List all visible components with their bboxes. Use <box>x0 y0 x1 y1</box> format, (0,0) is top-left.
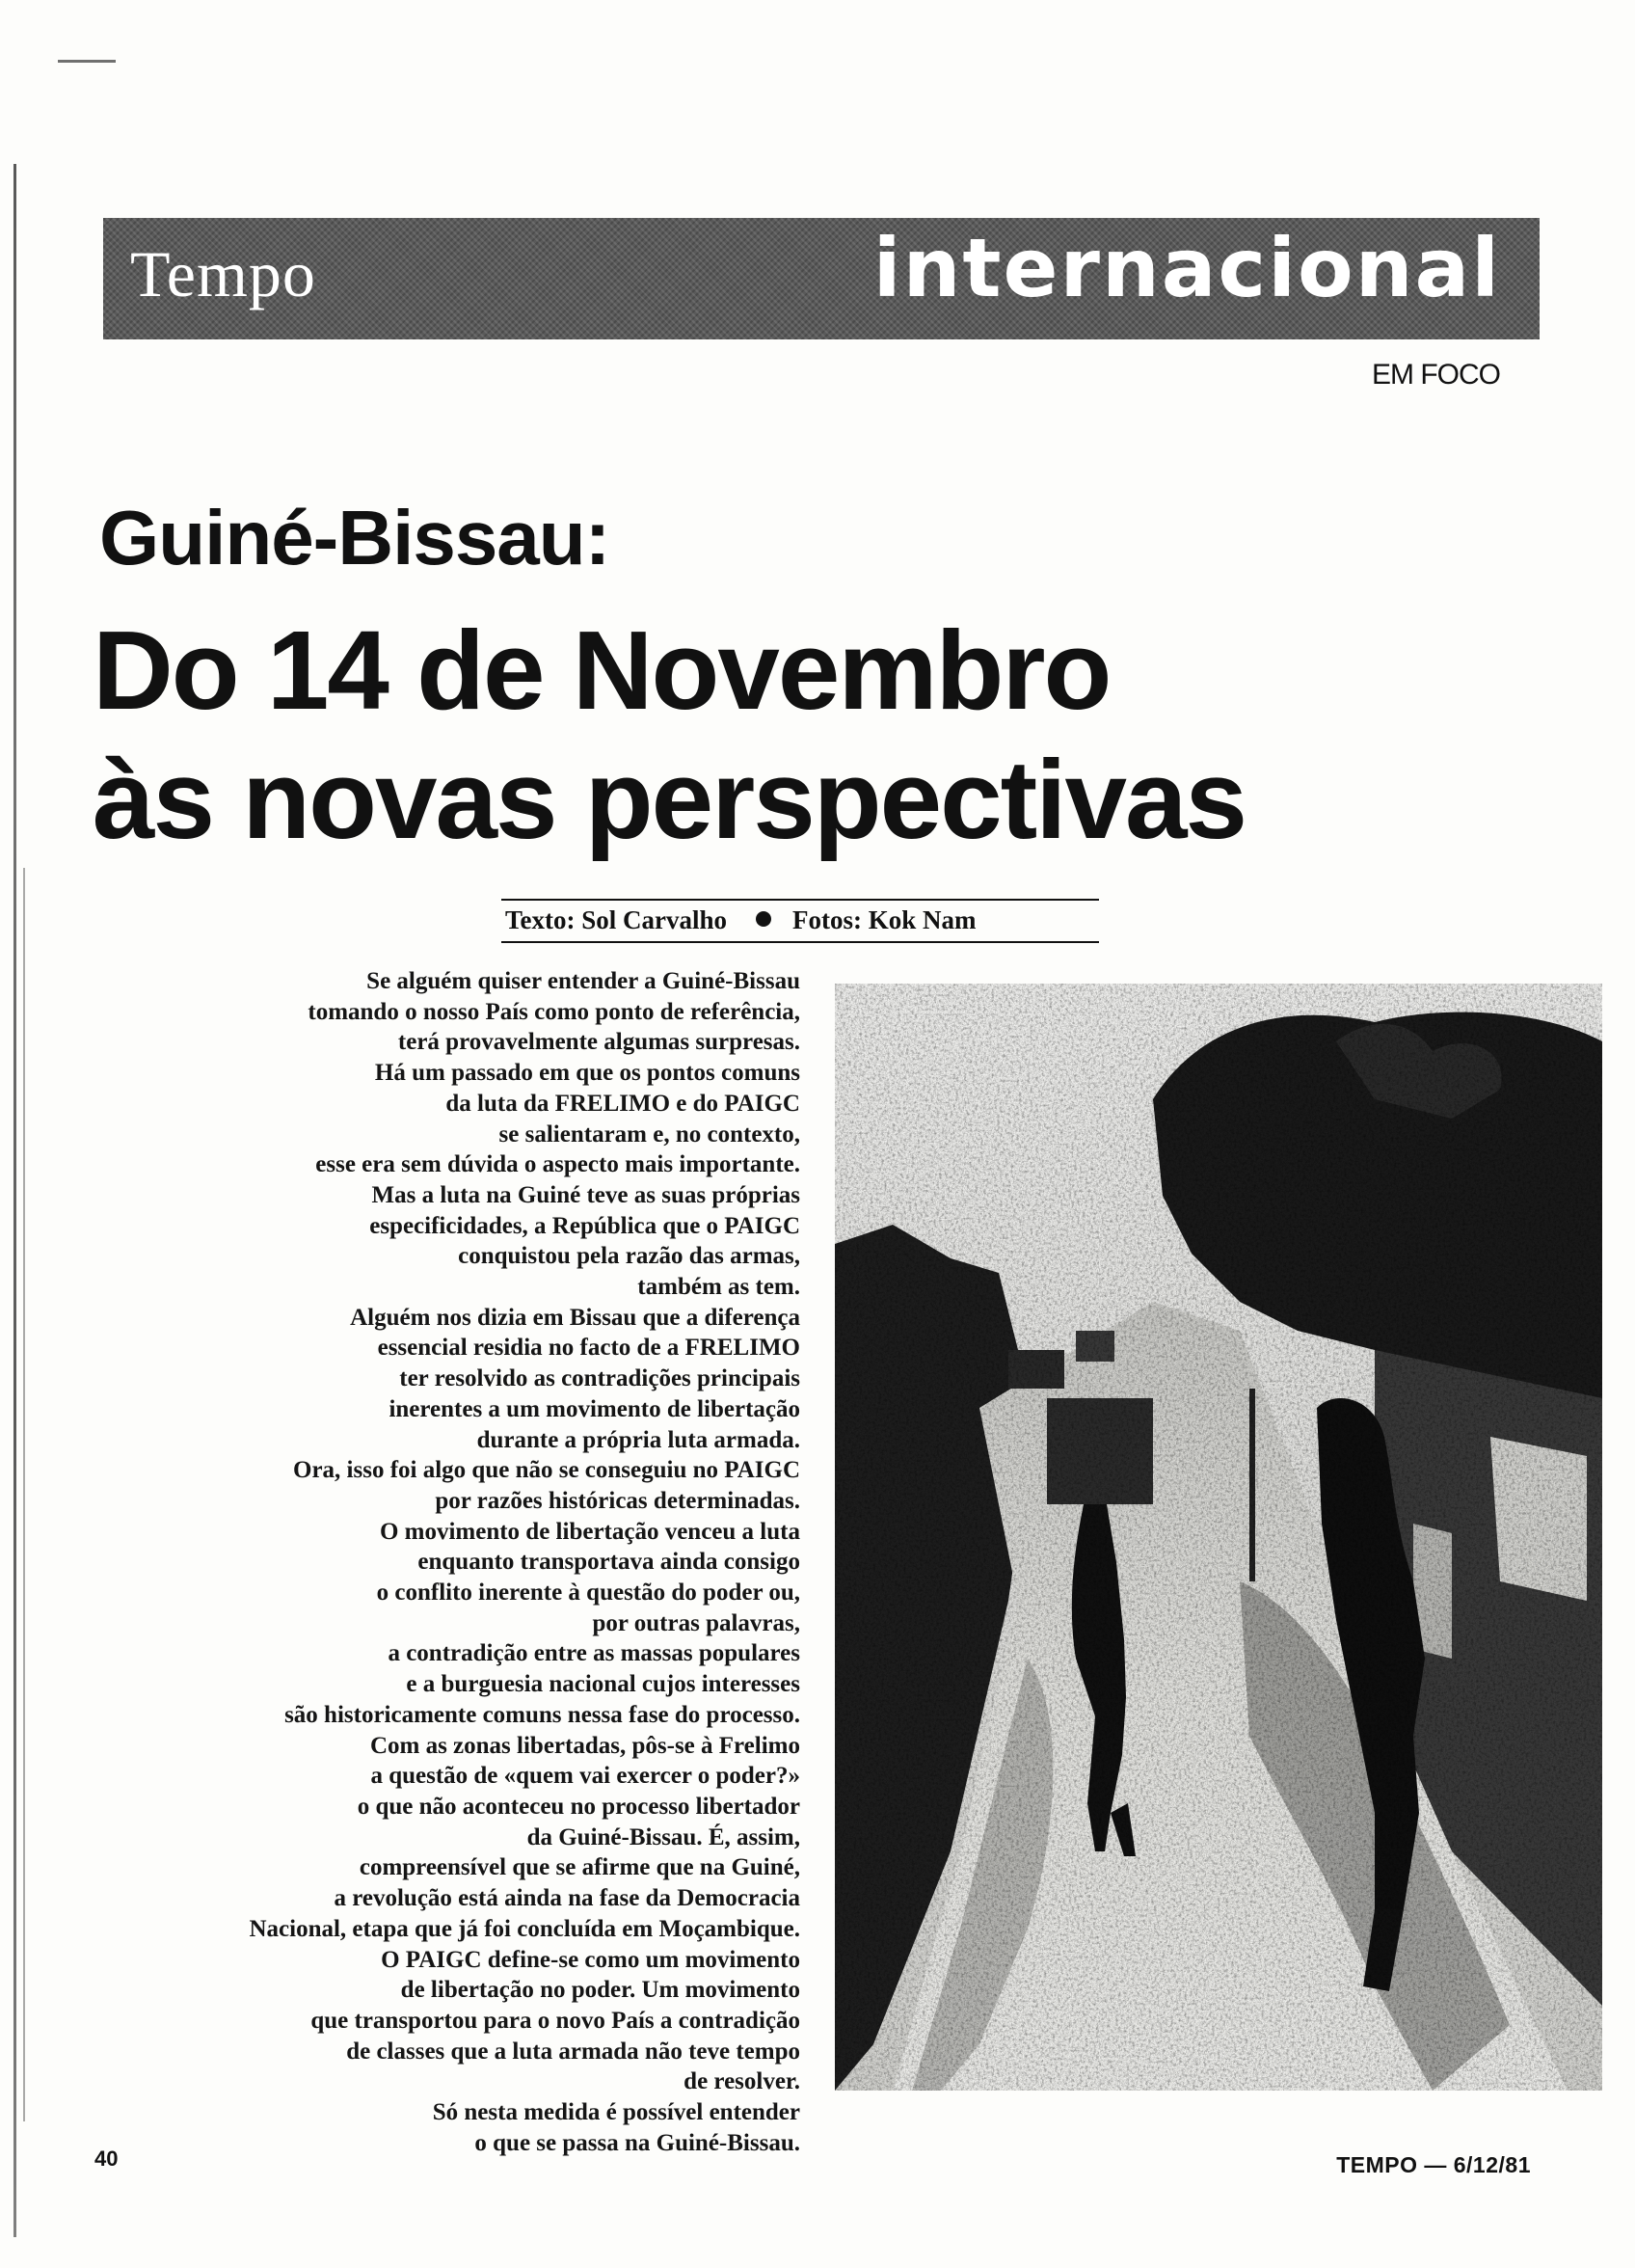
byline <box>505 904 1095 935</box>
magazine-brand: Tempo <box>130 237 316 310</box>
body-line: Só nesta medida é possível entender <box>432 2099 800 2126</box>
page-number: 40 <box>94 2146 119 2171</box>
subsection-label: EM FOCO <box>1372 359 1500 391</box>
body-line: enquanto transportava ainda consigo <box>417 1549 800 1576</box>
body-line: ter resolvido as contradições principais <box>399 1365 800 1392</box>
body-line: a questão de «quem vai exercer o poder?» <box>370 1763 800 1790</box>
body-line: de libertação no poder. Um movimento <box>400 1977 800 2004</box>
article-kicker: Guiné-Bissau: <box>99 495 610 580</box>
body-line: por outras palavras, <box>592 1609 800 1636</box>
body-line: terá provavelmente algumas surpresas. <box>397 1029 800 1056</box>
body-line: Mas a luta na Guiné teve as suas próprias <box>371 1181 800 1208</box>
headline-line: Do 14 de Novembro <box>93 608 1111 733</box>
body-line: de classes que a luta armada não teve tempo <box>346 2038 800 2065</box>
body-line: Nacional, etapa que já foi concluída em Moçambique. <box>249 1915 800 1942</box>
body-line: especificidades, a República que o PAIGC <box>369 1212 800 1239</box>
body-line: Se alguém quiser entender a Guiné-Bissau <box>366 968 800 994</box>
body-line: se salientaram e, no contexto, <box>498 1120 800 1148</box>
byline-rule-top <box>501 899 1099 901</box>
body-line: também as tem. <box>637 1274 800 1301</box>
body-line: O PAIGC define-se como um movimento <box>381 1946 800 1973</box>
body-line: Com as zonas libertadas, pôs-se à Frelimo <box>369 1732 800 1759</box>
body-line: Ora, isso foi algo que não se conseguiu no PAIGC <box>293 1457 800 1484</box>
body-line: O movimento de libertação venceu a luta <box>379 1518 800 1545</box>
article-body <box>93 966 800 2158</box>
body-line: esse era sem dúvida o aspecto mais importante. <box>315 1151 800 1178</box>
byline-photographer: Fotos: Kok Nam <box>792 905 977 934</box>
headline-line: às novas perspectivas <box>93 737 1246 862</box>
byline-rule-bottom <box>501 941 1099 943</box>
body-line: durante a própria luta armada. <box>476 1426 800 1453</box>
byline-author: Texto: Sol Carvalho <box>505 905 728 934</box>
body-line: são historicamente comuns nessa fase do processo. <box>284 1701 800 1728</box>
body-line: essencial residia no facto de a FRELIMO <box>377 1335 800 1362</box>
bullet-icon <box>756 911 771 927</box>
body-line: o que não aconteceu no processo libertador <box>357 1793 800 1820</box>
body-line: o que se passa na Guiné-Bissau. <box>474 2129 800 2156</box>
body-line: o conflito inerente à questão do poder ou, <box>376 1580 800 1606</box>
scan-edge-mark <box>23 868 25 2121</box>
body-line: de resolver. <box>683 2068 800 2095</box>
body-line: compreensível que se afirme que na Guiné, <box>359 1854 800 1881</box>
body-line: tomando o nosso País como ponto de referência, <box>308 998 800 1025</box>
body-line: da luta da FRELIMO e do PAIGC <box>445 1090 800 1117</box>
scan-edge-mark <box>13 164 16 2237</box>
body-line: Há um passado em que os pontos comuns <box>374 1060 800 1087</box>
scan-corner-mark <box>58 60 116 63</box>
body-line: conquistou pela razão das armas, <box>458 1243 800 1270</box>
article-headline <box>93 606 1500 864</box>
body-line: a contradição entre as massas populares <box>388 1640 800 1667</box>
body-line: a revolução está ainda na fase da Democracia <box>334 1885 800 1912</box>
body-line: da Guiné-Bissau. É, assim, <box>526 1823 800 1850</box>
body-line: por razões históricas determinadas. <box>435 1487 800 1514</box>
issue-footer: TEMPO — 6/12/81 <box>1336 2152 1531 2177</box>
section-header-band <box>103 218 1540 339</box>
body-line: e a burguesia nacional cujos interesses <box>406 1671 800 1698</box>
body-line: inerentes a um movimento de libertação <box>389 1395 800 1422</box>
article-photo <box>835 984 1602 2091</box>
body-line: Alguém nos dizia em Bissau que a diferença <box>350 1304 800 1331</box>
section-title: internacional <box>872 221 1501 315</box>
body-line: que transportou para o novo País a contradição <box>310 2007 800 2034</box>
